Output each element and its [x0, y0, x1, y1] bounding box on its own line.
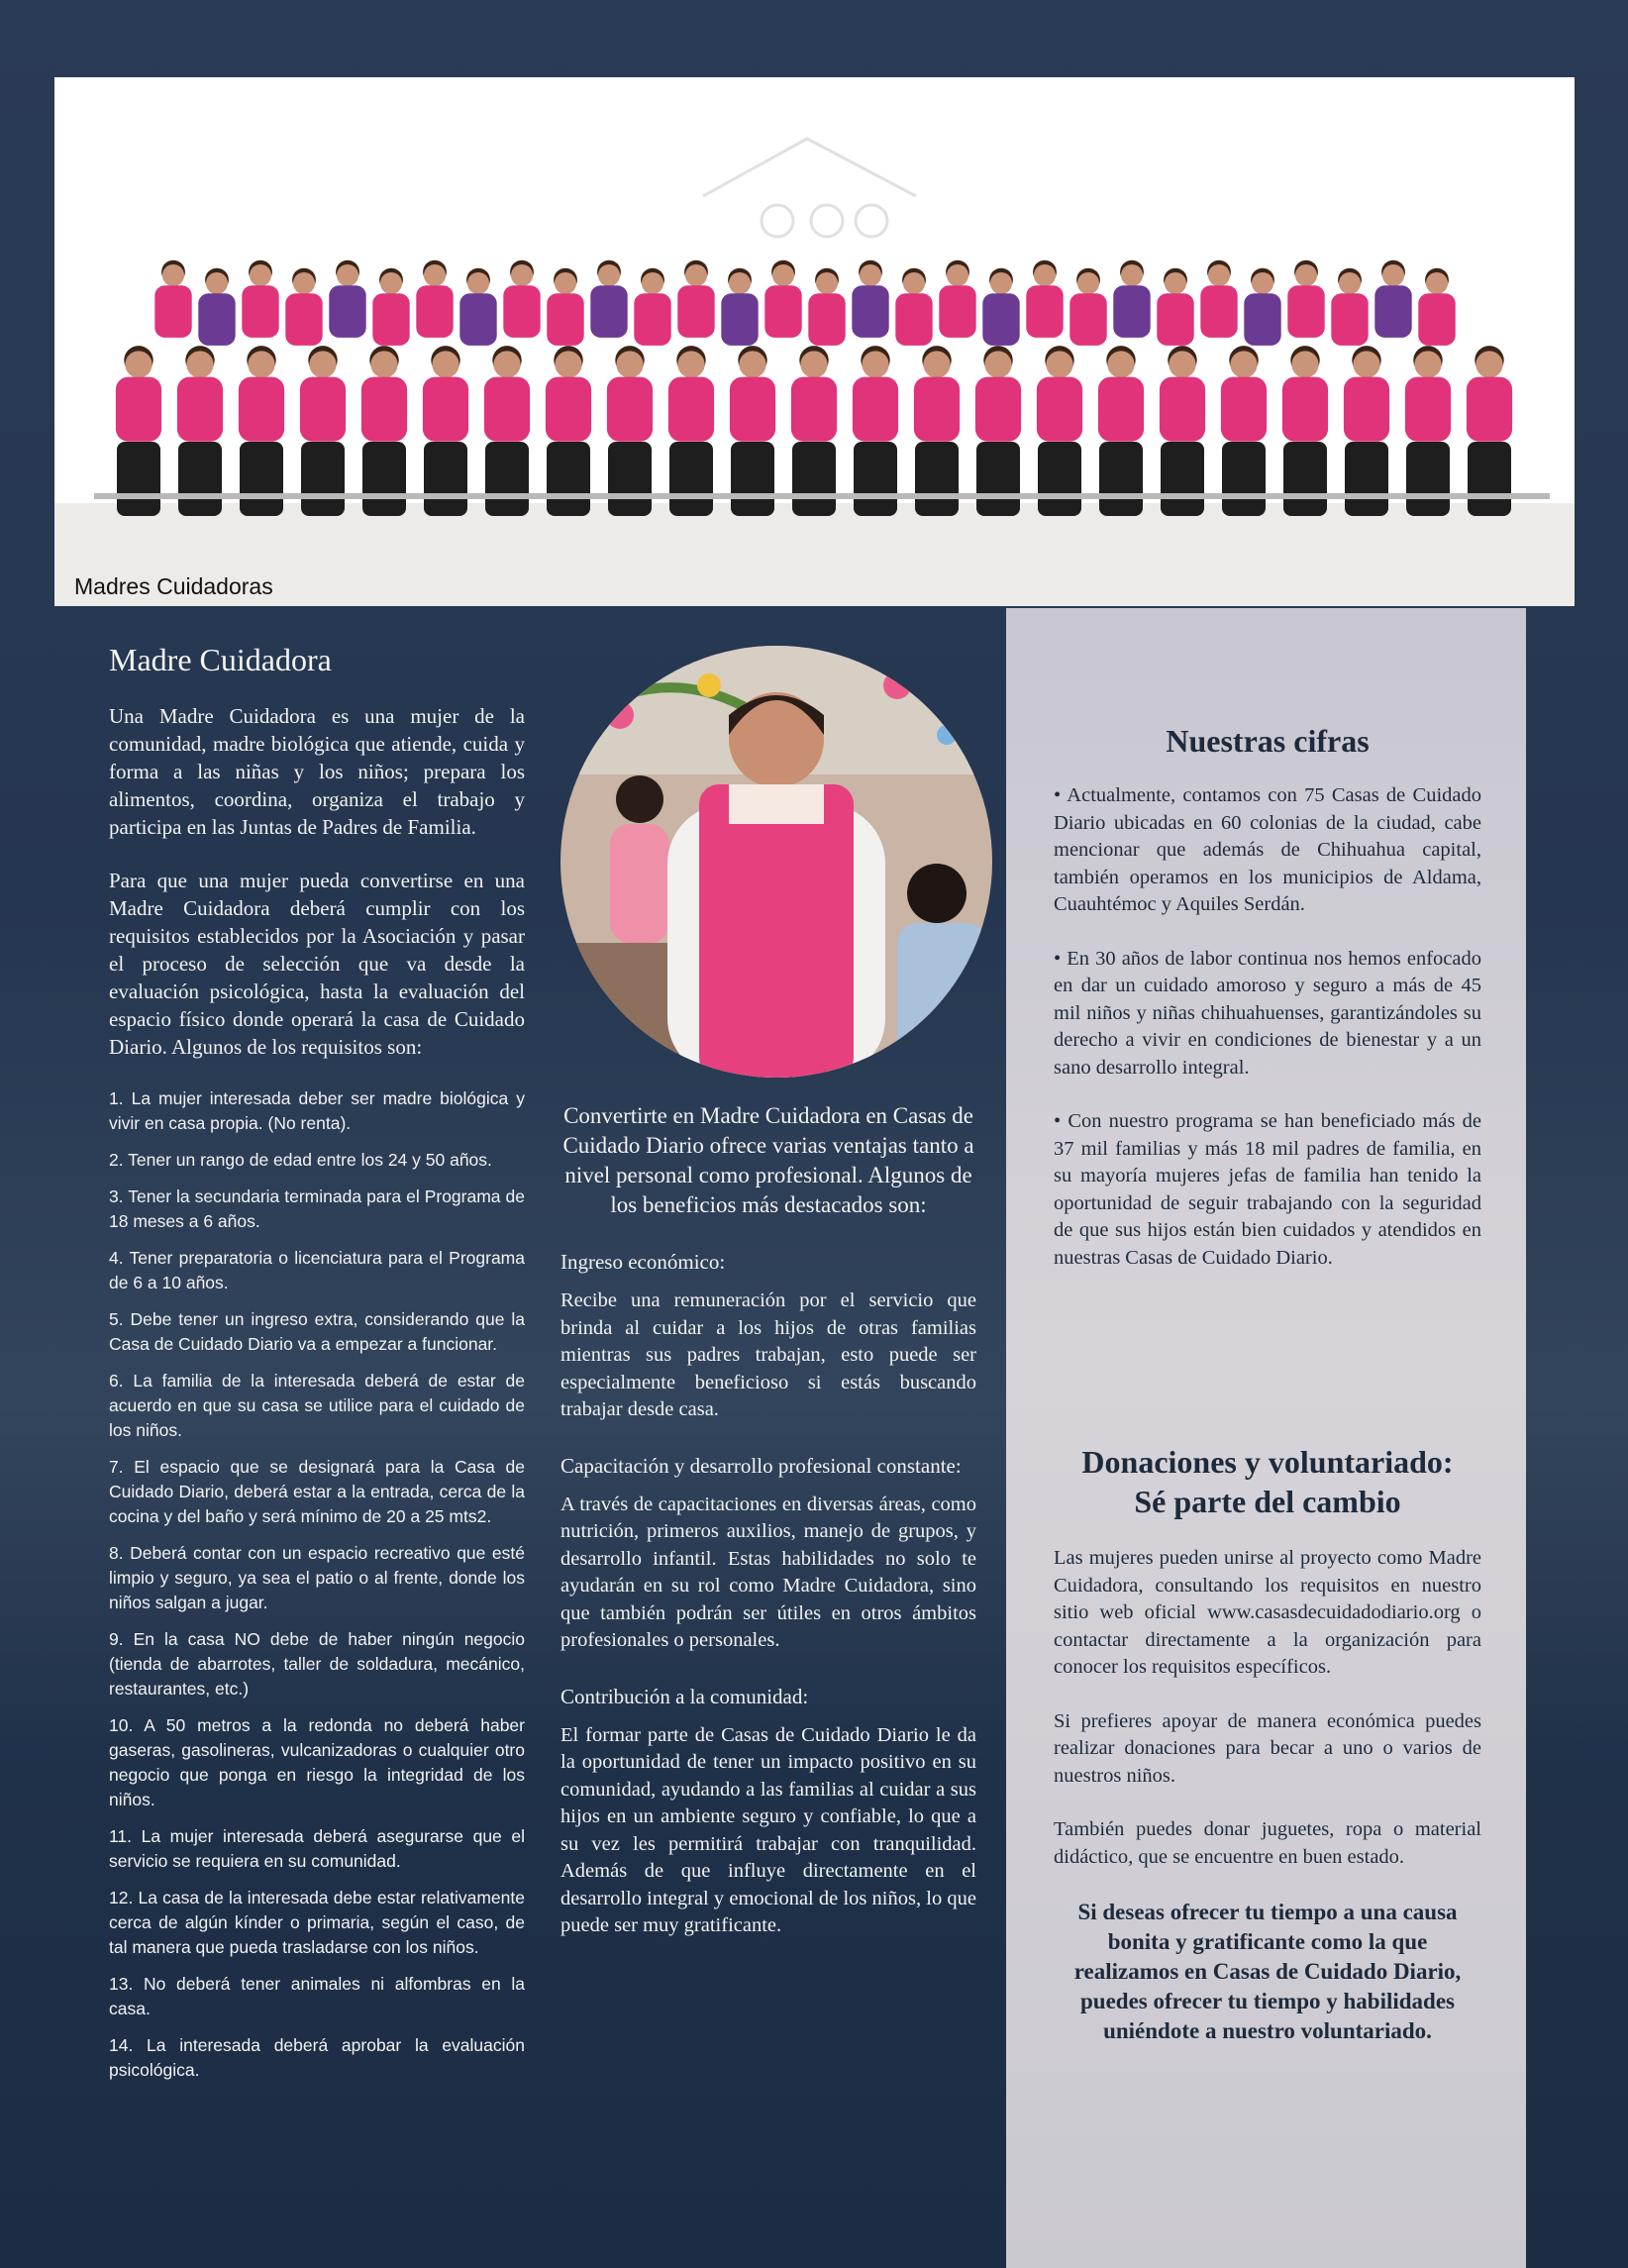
list-item: 3. Tener la secundaria terminada para el Programa de 18 meses a 6 años.	[109, 1186, 525, 1231]
list-item: 12. La casa de la interesada debe estar relativamente cerca de algún kínder o primaria, según el caso, de tal manera que pueda trasladarse con los niños.	[109, 1888, 525, 1957]
list-item: 1. La mujer interesada deber ser madre biológica y vivir en casa propia. (No renta).	[109, 1088, 525, 1133]
list-item: 14. La interesada deberá aprobar la evaluación psicológica.	[109, 2035, 525, 2080]
group-photo-banner	[54, 77, 1575, 606]
stat-item: • En 30 años de labor continua nos hemos enfocado en dar un cuidado amoroso y seguro a más de 45 mil niños y niñas chihuahuenses, garantizándoles su derecho a vivir en condiciones de bienestar y a un sano desarrollo integral.	[1054, 947, 1481, 1079]
donations-paragraph: Si prefieres apoyar de manera económica puedes realizar donaciones para becar a uno o varios de nuestros niños.	[1054, 1709, 1481, 1787]
donations-paragraph: También puedes donar juguetes, ropa o material didáctico, que se encuentre en buen estado.	[1054, 1818, 1481, 1868]
middle-column	[560, 646, 976, 1968]
volunteer-call-to-action: Si deseas ofrecer tu tiempo a una causa bonita y gratificante como la que realizamos en Casas de Cuidado Diario, puedes ofrecer tu tiempo y habilidades uniéndote a nuestro voluntariado.	[1073, 1900, 1462, 2043]
group-photo	[54, 77, 1575, 606]
requirements-list	[109, 1086, 525, 2083]
banner-caption: Madres Cuidadoras	[74, 573, 273, 599]
list-item: 2. Tener un rango de edad entre los 24 y 50 años.	[109, 1150, 492, 1170]
intro-paragraph: Una Madre Cuidadora es una mujer de la comunidad, madre biológica que atiende, cuida y forma a las niñas y los niños; prepara los alimentos, coordina, organiza el trabajo y participa en las Juntas de Padres de Familia.	[109, 704, 525, 839]
benefit-heading-community: Contribución a la comunidad:	[560, 1684, 809, 1708]
list-item: 13. No deberá tener animales ni alfombras en la casa.	[109, 1974, 525, 2018]
donations-title-line2: Sé parte del cambio	[1134, 1484, 1401, 1519]
benefit-heading-income: Ingreso económico:	[560, 1250, 726, 1274]
stat-item: • Con nuestro programa se han beneficiado más de 37 mil familias y más 18 mil padres de familia, en su mayoría mujeres jefas de familia han tenido la oportunidad de seguir trabajando con la seguridad de que sus hijos están bien cuidados y atendidos en nuestras Casas de Cuidado Diario.	[1054, 1110, 1481, 1269]
madre-cuidadora-title: Madre Cuidadora	[109, 642, 332, 677]
stats-title: Nuestras cifras	[1166, 723, 1370, 759]
list-item: 6. La familia de la interesada deberá de estar de acuerdo en que su casa se utilice para el cuidado de los niños.	[109, 1371, 525, 1440]
benefit-text-training: A través de capacitaciones en diversas áreas, como nutrición, primeros auxilios, manejo de grupos, y desarrollo infantil. Estas habilidades no solo te ayudarán en su rol como Madre Cuidadora, sino que también podrán ser útiles en otros ámbitos profesionales o personales.	[560, 1493, 976, 1651]
list-item: 11. La mujer interesada deberá asegurarse que el servicio se requiera en su comunidad.	[109, 1826, 525, 1871]
stat-item: • Actualmente, contamos con 75 Casas de Cuidado Diario ubicadas en 60 colonias de la ciudad, cabe mencionar que además de Chihuahua capital, también operamos en los municipios de Aldama, Cuauhtémoc y Aquiles Serdán.	[1054, 784, 1481, 915]
donations-title-line1: Donaciones y voluntariado:	[1081, 1444, 1454, 1480]
left-column	[109, 642, 525, 2095]
list-item: 7. El espacio que se designará para la Casa de Cuidado Diario, deberá estar a la entrada, cerca de la cocina y del baño y será mínimo de 20 a 25 mts2.	[109, 1457, 525, 1526]
donations-title	[1054, 1442, 1481, 1521]
list-item: 8. Deberá contar con un espacio recreativo que esté limpio y seguro, ya sea el patio o al frente, donde los niños salgan a jugar.	[109, 1543, 525, 1612]
benefit-text-income: Recibe una remuneración por el servicio que brinda al cuidar a los hijos de otras familias mientras sus padres trabajan, esto puede ser especialmente beneficioso si estás buscando trabajar desde casa.	[560, 1289, 976, 1420]
benefit-text-community: El formar parte de Casas de Cuidado Diario le da la oportunidad de tener un impacto positivo en su comunidad, ayudando a las familias al cuidar a sus hijos en un ambiente seguro y confiable, lo que a su vez les permitirá trabajar con tranquilidad. Además de que influye directamente en el desarrollo integral y emocional de los niños, lo que puede ser muy gratificante.	[560, 1723, 976, 1936]
list-item: 9. En la casa NO debe de haber ningún negocio (tienda de abarrotes, taller de soldadura, mecánico, restaurantes, etc.)	[109, 1629, 525, 1699]
right-panel	[1006, 608, 1526, 2268]
benefits-intro: Convertirte en Madre Cuidadora en Casas de Cuidado Diario ofrece varias ventajas tanto a nivel personal como profesional. Algunos de los beneficios más destacados son:	[562, 1103, 974, 1217]
benefit-heading-training: Capacitación y desarrollo profesional constante:	[560, 1453, 962, 1478]
list-item: 4. Tener preparatoria o licenciatura para el Programa de 6 a 10 años.	[109, 1248, 525, 1292]
stats-section	[1054, 721, 1481, 1298]
list-item: 10. A 50 metros a la redonda no deberá haber gaseras, gasolineras, vulcanizadoras o cualquier otro negocio que ponga en riesgo la integridad de los niños.	[109, 1715, 525, 1809]
donations-paragraph: Las mujeres pueden unirse al proyecto como Madre Cuidadora, consultando los requisitos en nuestro sitio web oficial www.casasdecuidadodiario.org o contactar directamente a la organización para conocer los requisitos específicos.	[1054, 1547, 1481, 1678]
list-item: 5. Debe tener un ingreso extra, considerando que la Casa de Cuidado Diario va a empezar a funcionar.	[109, 1309, 525, 1354]
donations-section	[1054, 1442, 1481, 2046]
requirements-intro: Para que una mujer pueda convertirse en una Madre Cuidadora deberá cumplir con los requisitos establecidos por la Asociación y pasar el proceso de selección que va desde la evaluación psicológica, hasta la evaluación del espacio físico donde operará la casa de Cuidado Diario. Algunos de los requisitos son:	[109, 869, 525, 1059]
caregiver-portrait	[560, 646, 992, 1078]
